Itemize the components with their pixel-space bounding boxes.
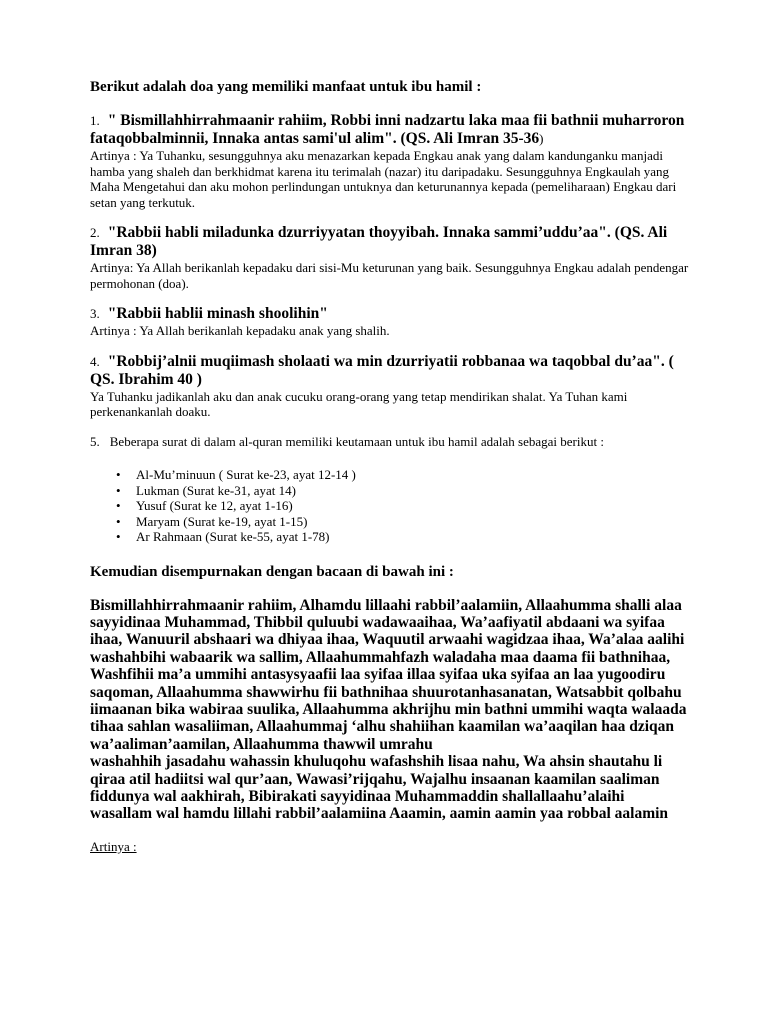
surah-intro-text: Beberapa surat di dalam al-quran memiliki keutamaan untuk ibu hamil adalah sebagai berikut :	[109, 433, 604, 449]
artinya-label: Artinya :	[90, 838, 137, 854]
doa-arabic-transliteration	[90, 224, 690, 260]
item-number: 3.	[90, 306, 100, 321]
doa-text: Rabbii hablii minash shoolihin"	[116, 305, 328, 322]
doa-item-1	[90, 112, 690, 210]
long-prayer-part-1: Bismillahhirrahmaanir rahiim, Alhamdu lillaahi rabbil’aalamiin, Allaahumma shalli alaa sayyidinaa Muhammad, Thibbil quluubi wadawaaihaa, Wa’aafiyatil abdaani wa syifaa ihaa, Wanuuril abshaari wa dhiyaa ihaa, Waquutil arwaahi wagidzaa ihaa, Wa’alaa aalihi washahbihi wabaarik wa sallim, Allaahummahfazh waladaha maa daama fii bathnihaa, Washfihii ma’a ummihi antasysyaafii laa syifaa illaa syifaa uka syifaa an laa yugoodiru saqoman, Allaahumma shawwirhu fii bathnihaa shuurotanhasanatan, Watsabbit qolbahu iimaanan bika wabiraa suulika, Allaahumma akhrijhu min bathni ummihi waqta walaada tihaa sahlan wasaliiman, Allaahummaj ‘alhu shahiihan kaamilan wa’aaqilan haa dziqan wa’aaliman’aamilan, Allaahumma thawwil umrahu	[90, 596, 687, 753]
doa-translation: Artinya : Ya Tuhanku, sesungguhnya aku menazarkan kepada Engkau anak yang dalam kandunganku manjadi hamba yang shaleh dan berkhidmat karena itu terimalah (nazar) itu daripadaku. Sesungguhnya Engkaulah yang Maha Mengetahui dan aku mohon perlindungan untuknya dan keturunannya kepada (pemeliharaan) Engkau dari setan yang terkutuk.	[90, 148, 677, 210]
open-quote: "	[107, 112, 117, 129]
open-quote: "	[107, 305, 117, 322]
doa-translation: Ya Tuhanku jadikanlah aku dan anak cucuku orang-orang yang tetap mendirikan shalat. Ya Tuhan kami perkenankanlah doaku.	[90, 388, 628, 419]
item-number: 2.	[90, 225, 100, 240]
surah-list	[90, 467, 690, 545]
long-prayer-part-2: washahhih jasadahu wahassin khuluqohu wafashshih lisaa nahu, Wa ahsin shautahu li qiraa atil hadiitsi wal qur’aan, Wawasi’rijqahu, Wajalhu insaanan kaamilan saaliman fiddunya wal aakhirah, Bibirakati sayyidinaa Muhammaddin shallallaahu’alaihi wasallam wal hamdu lillahi rabbil’aalamiina Aaamin, aamin aamin yaa robbal aalamin	[90, 753, 669, 823]
surah-intro	[90, 434, 690, 450]
doa-translation: Artinya: Ya Allah berikanlah kepadaku dari sisi-Mu keturunan yang baik. Sesungguhnya Engkau adalah pendengar permohonan (doa).	[90, 260, 689, 291]
bullet-icon: •	[116, 513, 121, 529]
doa-text: Robbij’alnii muqiimash sholaati wa min dzurriyatii robbanaa wa taqobbal du’aa". ( QS. Ibrahim 40 )	[90, 352, 674, 388]
list-item: • Lukman (Surat ke-31, ayat 14)	[116, 482, 296, 498]
bullet-icon: •	[116, 498, 121, 513]
doa-item-2	[90, 224, 690, 291]
intro-heading: Berikut adalah doa yang memiliki manfaat untuk ibu hamil :	[90, 79, 482, 95]
list-item: • Yusuf (Surat ke 12, ayat 1-16)	[116, 498, 293, 513]
doa-text: Bismillahhirrahmaanir rahiim, Robbi inni nadzartu laka maa fii bathnii muharroron fataqobbalminnii, Innaka antas sami'ul alim". (QS. Ali Imran 35-36	[90, 112, 685, 147]
close-paren: )	[539, 131, 544, 146]
open-quote: "	[107, 224, 117, 241]
doa-arabic-transliteration	[90, 112, 690, 148]
doa-item-4	[90, 353, 690, 420]
bullet-icon: •	[116, 529, 121, 544]
doa-arabic-transliteration	[90, 353, 690, 389]
doa-text: Rabbii habli miladunka dzurriyyatan thoyyibah. Innaka sammi’uddu’aa". (QS. Ali Imran 38)	[90, 224, 668, 259]
open-quote: "	[107, 352, 117, 370]
list-item: • Ar Rahmaan (Surat ke-55, ayat 1-78)	[116, 529, 330, 544]
item-number: 5.	[90, 433, 100, 449]
doa-item-3	[90, 305, 690, 339]
bullet-icon: •	[116, 467, 121, 482]
doa-arabic-transliteration	[90, 305, 690, 323]
long-prayer	[90, 597, 690, 823]
bullet-icon: •	[116, 482, 121, 498]
document-page	[90, 78, 690, 855]
list-item: • Al-Mu’minuun ( Surat ke-23, ayat 12-14 )	[116, 467, 356, 482]
doa-translation: Artinya : Ya Allah berikanlah kepadaku anak yang shalih.	[90, 323, 390, 338]
item-number: 4.	[90, 353, 100, 369]
list-item: • Maryam (Surat ke-19, ayat 1-15)	[116, 513, 308, 529]
subheading: Kemudian disempurnakan dengan bacaan di bawah ini :	[90, 563, 454, 580]
item-number: 1.	[90, 113, 100, 128]
